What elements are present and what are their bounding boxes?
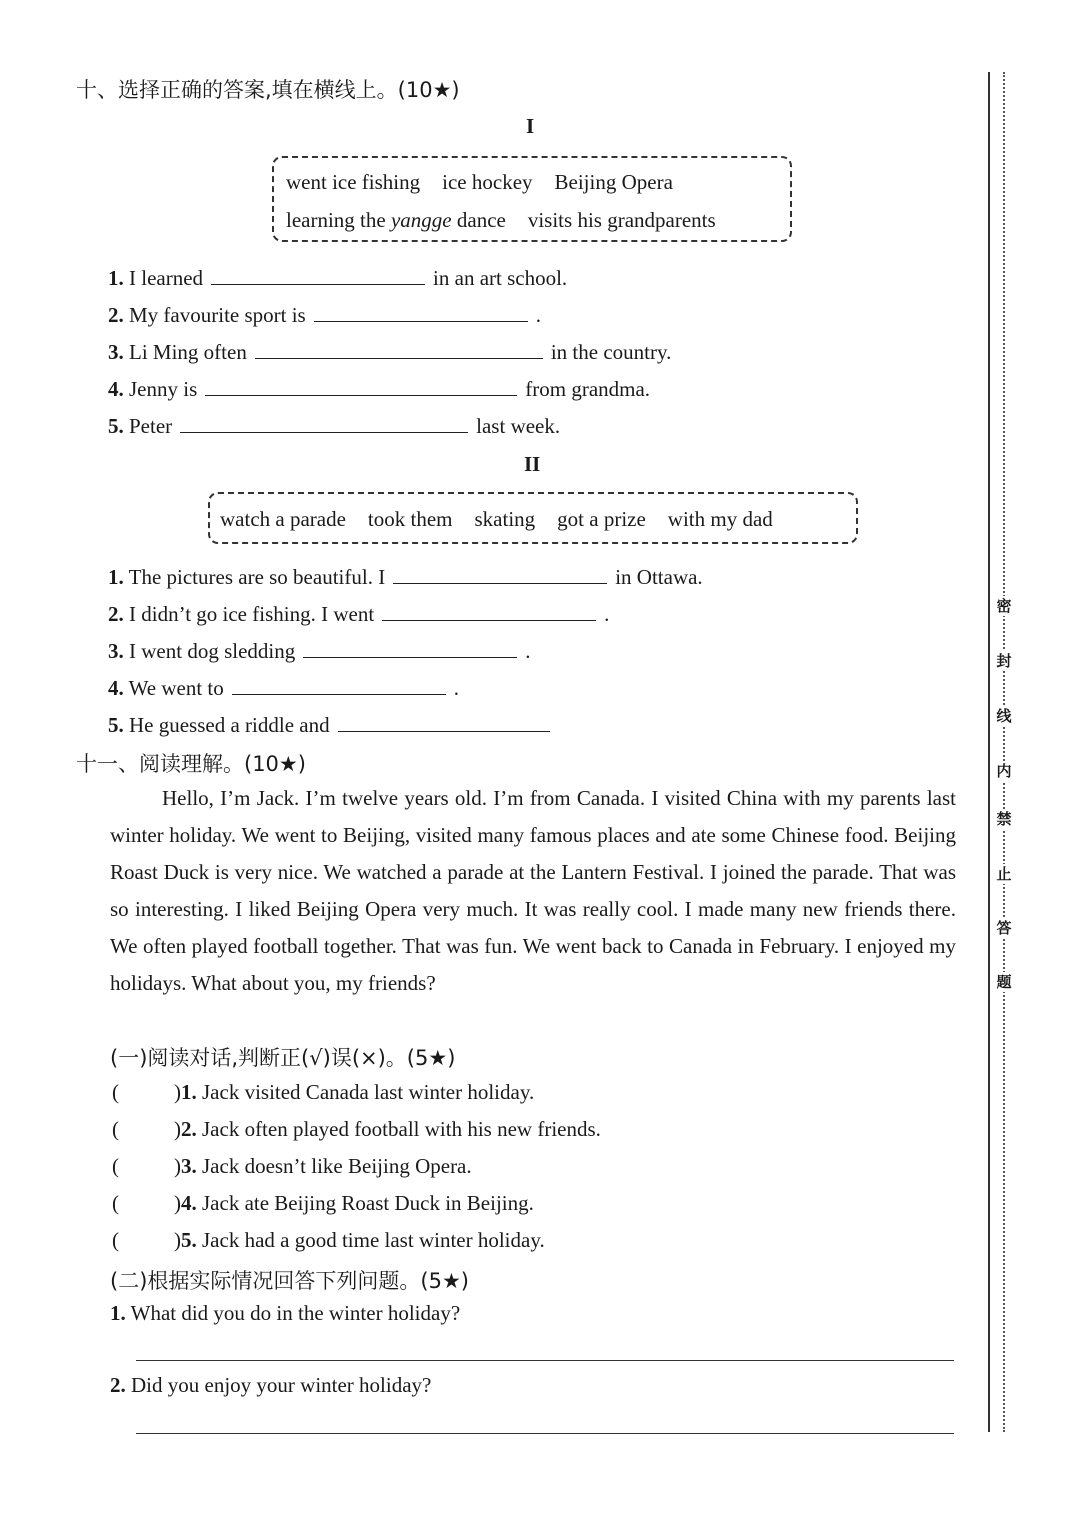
bracket-open: ( [112, 1117, 119, 1141]
part-2-question-1 [108, 563, 703, 590]
question-text: What did you do in the winter holiday? [130, 1301, 461, 1325]
tf-answer-bracket[interactable] [112, 1191, 174, 1216]
word-option-part: dance [451, 208, 506, 232]
part-1-question-2 [108, 301, 541, 328]
question-text: from grandma. [525, 377, 651, 401]
question-text: We went to [128, 676, 224, 700]
bracket-open: ( [112, 1228, 119, 1252]
answer-blank[interactable] [338, 711, 550, 732]
tf-answer-bracket[interactable] [112, 1117, 174, 1142]
question-text: . [604, 602, 610, 626]
answer-blank[interactable] [303, 637, 517, 658]
word-option: got a prize [557, 507, 646, 531]
binding-char: 线 [993, 706, 1015, 726]
tf-item-5 [112, 1228, 545, 1253]
question-text: I learned [129, 266, 204, 290]
tf-statement: Jack doesn’t like Beijing Opera. [202, 1154, 472, 1178]
question-text: I didn’t go ice fishing. I went [129, 602, 375, 626]
answer-blank[interactable] [393, 563, 607, 584]
tf-answer-bracket[interactable] [112, 1228, 174, 1253]
word-option [286, 208, 506, 232]
part-2-question-4 [108, 674, 459, 701]
question-number: 1. [181, 1080, 197, 1104]
question-number: 3. [108, 639, 124, 663]
question-text: My favourite sport is [129, 303, 306, 327]
question-text: in the country. [550, 340, 672, 364]
question-text: He guessed a riddle and [129, 713, 330, 737]
bracket-close: ) [174, 1191, 181, 1215]
answer-blank[interactable] [382, 600, 596, 621]
question-number: 5. [181, 1228, 197, 1252]
word-option: went ice fishing [286, 170, 421, 194]
question-text: The pictures are so beautiful. I [128, 565, 386, 589]
question-number: 2. [110, 1373, 126, 1397]
question-number: 4. [108, 377, 124, 401]
binding-char: 答 [993, 918, 1015, 938]
word-box-2-line [220, 507, 773, 532]
word-option: took them [367, 507, 453, 531]
question-text: last week. [476, 414, 561, 438]
tf-item-3 [112, 1154, 472, 1179]
question-text: Did you enjoy your winter holiday? [131, 1373, 432, 1397]
word-option: Beijing Opera [554, 170, 673, 194]
question-number: 2. [108, 602, 124, 626]
part-2-question-5 [108, 711, 558, 738]
binding-dotted-line [1003, 72, 1005, 1432]
word-option: watch a parade [220, 507, 346, 531]
bracket-close: ) [174, 1117, 181, 1141]
tf-answer-bracket[interactable] [112, 1154, 174, 1179]
open-question-2 [110, 1373, 431, 1398]
question-text: I went dog sledding [129, 639, 296, 663]
section-11-title: 十一、阅读理解。(10★) [76, 752, 306, 776]
question-text: Peter [129, 414, 173, 438]
question-number: 2. [108, 303, 124, 327]
bracket-open: ( [112, 1154, 119, 1178]
binding-char: 内 [993, 761, 1015, 781]
question-number: 2. [181, 1117, 197, 1141]
question-number: 1. [108, 266, 124, 290]
tf-item-1 [112, 1080, 534, 1105]
tf-statement: Jack often played football with his new friends. [202, 1117, 601, 1141]
bracket-close: ) [174, 1228, 181, 1252]
question-text: Jenny is [129, 377, 198, 401]
question-number: 5. [108, 414, 124, 438]
word-box-2 [208, 492, 858, 544]
question-number: 4. [181, 1191, 197, 1215]
question-text: in Ottawa. [615, 565, 703, 589]
word-option-part: learning the [286, 208, 391, 232]
bracket-close: ) [174, 1080, 181, 1104]
answer-blank[interactable] [211, 264, 425, 285]
binding-solid-line [988, 72, 990, 1432]
tf-statement: Jack had a good time last winter holiday. [202, 1228, 545, 1252]
word-option-italic: yangge [390, 208, 452, 232]
part-2-question-2 [108, 600, 609, 627]
part-1-question-3 [108, 338, 671, 365]
word-option: ice hockey [442, 170, 533, 194]
part-1-label: I [526, 114, 535, 138]
part-2-question-3 [108, 637, 530, 664]
question-number: 3. [108, 340, 124, 364]
tf-answer-bracket[interactable] [112, 1080, 174, 1105]
answer-blank[interactable] [232, 674, 446, 695]
question-text: . [535, 303, 541, 327]
question-number: 1. [110, 1301, 126, 1325]
answer-blank[interactable] [205, 375, 517, 396]
tf-statement: Jack ate Beijing Roast Duck in Beijing. [202, 1191, 534, 1215]
open-questions-title: (二)根据实际情况回答下列问题。(5★) [110, 1269, 469, 1293]
binding-char: 止 [993, 864, 1015, 884]
part-2-label: II [524, 452, 541, 476]
question-number: 4. [108, 676, 124, 700]
answer-line-1[interactable] [136, 1360, 954, 1361]
word-box-1-line-1 [286, 170, 673, 195]
part-1-question-5 [108, 412, 560, 439]
word-option: visits his grandparents [527, 208, 716, 232]
word-box-1 [272, 156, 792, 242]
tf-item-2 [112, 1117, 601, 1142]
word-box-1-line-2 [286, 208, 716, 233]
answer-line-2[interactable] [136, 1433, 954, 1434]
answer-blank[interactable] [180, 412, 468, 433]
answer-blank[interactable] [255, 338, 543, 359]
question-text: Li Ming often [129, 340, 247, 364]
section-10-title: 十、选择正确的答案,填在横线上。(10★) [76, 78, 460, 102]
passage-text: Hello, I’m Jack. I’m twelve years old. I’m from Canada. I visited China with my parents last winter holiday. We went to Beijing, visited many famous places and ate some Chinese food. Beijing Roast Duck is very nice. We watched a parade at the Lantern Festival. I joined the parade. That was so interesting. I liked Beijing Opera very much. It was really cool. I made many new friends there. We often played football together. That was fun. We went back to Canada in February. I enjoyed my holidays. What about you, my friends? [110, 786, 956, 995]
question-number: 5. [108, 713, 124, 737]
question-text: . [525, 639, 531, 663]
binding-char: 密 [993, 596, 1015, 616]
tf-item-4 [112, 1191, 534, 1216]
binding-char: 封 [993, 651, 1015, 671]
question-number: 1. [108, 565, 124, 589]
part-1-question-1 [108, 264, 567, 291]
binding-char: 禁 [993, 809, 1015, 829]
bracket-close: ) [174, 1154, 181, 1178]
open-question-1 [110, 1301, 460, 1326]
reading-passage [110, 780, 956, 1002]
question-number: 3. [181, 1154, 197, 1178]
word-option: with my dad [667, 507, 773, 531]
question-text: in an art school. [433, 266, 568, 290]
bracket-open: ( [112, 1191, 119, 1215]
question-text: . [453, 676, 459, 700]
word-option: skating [474, 507, 536, 531]
answer-blank[interactable] [314, 301, 528, 322]
part-1-question-4 [108, 375, 650, 402]
true-false-title: (一)阅读对话,判断正(√)误(×)。(5★) [110, 1046, 456, 1070]
tf-statement: Jack visited Canada last winter holiday. [202, 1080, 535, 1104]
bracket-open: ( [112, 1080, 119, 1104]
binding-char: 题 [993, 972, 1015, 992]
